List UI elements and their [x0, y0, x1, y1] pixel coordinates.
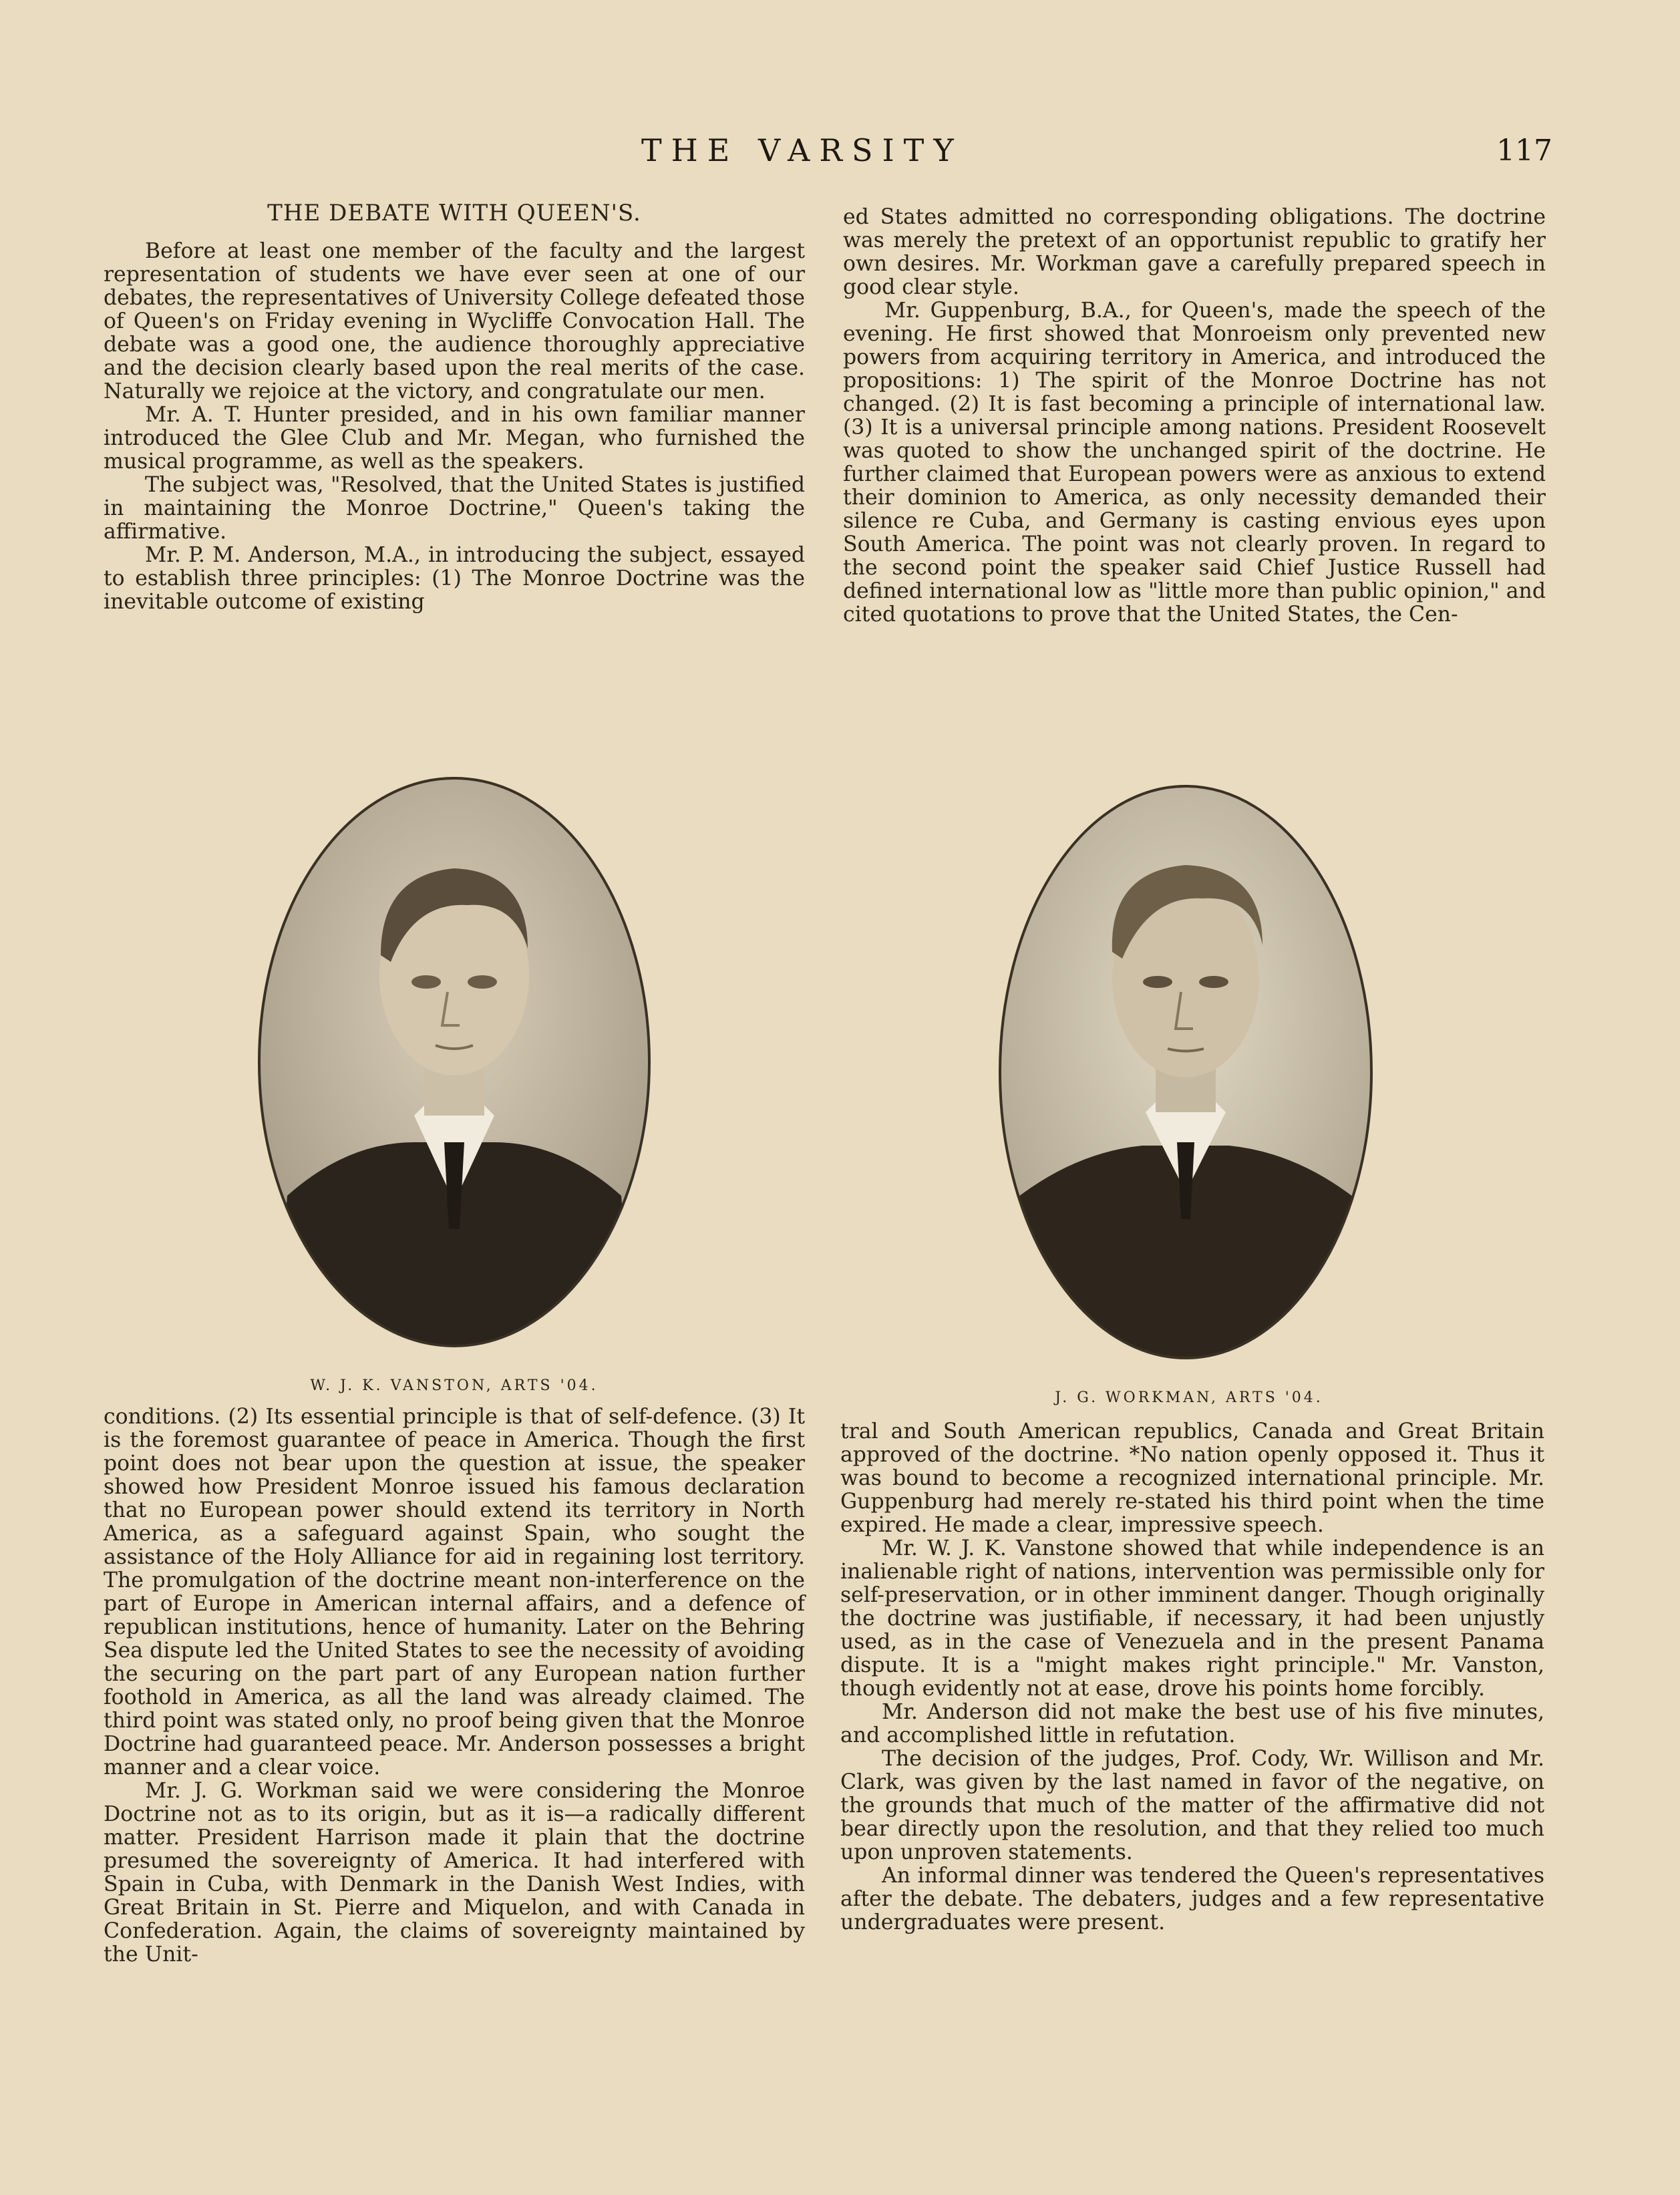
column-left-bottom: [104, 1405, 805, 1967]
article-heading: THE DEBATE WITH QUEEN'S.: [267, 200, 641, 226]
paragraph: Mr. P. M. Anderson, M.A., in introducing the subject, essayed to establish three principles: (1) The Monroe Doctrine was the inevitable outcome of existing: [104, 543, 805, 614]
portrait-caption: W. J. K. VANSTON, ARTS '04.: [310, 1377, 599, 1394]
paragraph: Mr. A. T. Hunter presided, and in his own familiar manner introduced the Glee Club and Mr. Megan, who furnished the musical programme, as well as the speakers.: [104, 403, 805, 474]
running-title: THE VARSITY: [641, 132, 963, 168]
portrait-caption: J. G. WORKMAN, ARTS '04.: [1055, 1389, 1323, 1406]
paragraph: The decision of the judges, Prof. Cody, Wr. Willison and Mr. Clark, was given by the last named in favor of the negative, on the grounds that much of the matter of the affirmative did not bear directly upon the resolution, and that they relied too much upon unproven statements.: [840, 1747, 1544, 1864]
portrait-vanston: [247, 768, 661, 1356]
column-right-bottom: [840, 1420, 1544, 1934]
paragraph: Before at least one member of the faculty and the largest representation of students we have ever seen at one of our debates, the representatives of University College defeated those of Queen's on Friday evening in Wycliffe Convocation Hall. The debate was a good one, the audience thoroughly appreciative and the decision clearly based upon the real merits of the case. Naturally we rejoice at the victory, and congratulate our men.: [104, 239, 805, 403]
paragraph: ed States admitted no corresponding obligations. The doctrine was merely the pretext of an opportunist republic to gratify her own desires. Mr. Workman gave a carefully prepared speech in good clear style.: [843, 205, 1546, 299]
paragraph: An informal dinner was tendered the Queen's representatives after the debate. The debaters, judges and a few representative undergraduates were present.: [840, 1864, 1544, 1934]
column-right-top: [843, 206, 1546, 627]
paragraph: conditions. (2) Its essential principle is that of self-defence. (3) It is the foremost guarantee of peace in America. Though the first point does not bear upon the question at issue, the speaker showed how President Monroe issued his famous declaration that no European power should extend its territory in North America, as a safeguard against Spain, who sought the assistance of the Holy Alliance for aid in regaining lost territory. The promulgation of the doctrine meant non-interference on the part of Europe in American internal affairs, and a defence of republican institutions, hence of humanity. Later on the Behring Sea dispute led the United States to see the necessity of avoiding the securing on the part part of any European nation further foothold in America, as all the land was already claimed. The third point was stated only, no proof being given that the Monroe Doctrine had guaranteed peace. Mr. Anderson possesses a bright manner and a clear voice.: [104, 1405, 805, 1780]
page-number: 117: [1496, 134, 1552, 168]
paragraph: Mr. Anderson did not make the best use of his five minutes, and accomplished little in refutation.: [840, 1700, 1544, 1747]
paragraph: Mr. W. J. K. Vanstone showed that while independence is an inalienable right of nations, intervention was permissible only for self-preservation, or in other imminent danger. Though originally the doctrine was justifiable, if necessary, it had been unjustly used, as in the case of Venezuela and in the present Panama dispute. It is a "might makes right principle." Mr. Vanston, though evidently not at ease, drove his points home forcibly.: [840, 1536, 1544, 1701]
column-left-top: [104, 202, 805, 614]
portrait-workman: [989, 778, 1383, 1366]
paragraph: Mr. J. G. Workman said we were considering the Monroe Doctrine not as to its origin, but as it is—a radically different matter. President Harrison made it plain that the doctrine presumed the sovereignty of America. It had interfered with Spain in Cuba, with Denmark in the Danish West Indies, with Great Britain in St. Pierre and Miquelon, and with Canada in Confederation. Again, the claims of sovereignty maintained by the Unit-: [104, 1779, 805, 1967]
paragraph: tral and South American republics, Canada and Great Britain approved of the doctrine. *No nation openly opposed it. Thus it was bound to become a recognized international principle. Mr. Guppenburg had merely re-stated his third point when the time expired. He made a clear, impressive speech.: [840, 1419, 1544, 1537]
paragraph: Mr. Guppenburg, B.A., for Queen's, made the speech of the evening. He first showed that Monroeism only prevented new powers from acquiring territory in America, and introduced the propositions: 1) The spirit of the Monroe Doctrine has not changed. (2) It is fast becoming a principle of international law. (3) It is a universal principle among nations. President Roosevelt was quoted to show the unchanged spirit of the doctrine. He further claimed that European powers were as anxious to extend their dominion to America, as only necessity demanded their silence re Cuba, and Germany is casting envious eyes upon South America. The point was not clearly proven. In regard to the second point the speaker said Chief Justice Russell had defined international low as "little more than public opinion," and cited quotations to prove that the United States, the Cen-: [843, 299, 1546, 627]
paragraph: The subject was, "Resolved, that the United States is justified in maintaining the Monroe Doctrine," Queen's taking the affirmative.: [104, 473, 805, 544]
